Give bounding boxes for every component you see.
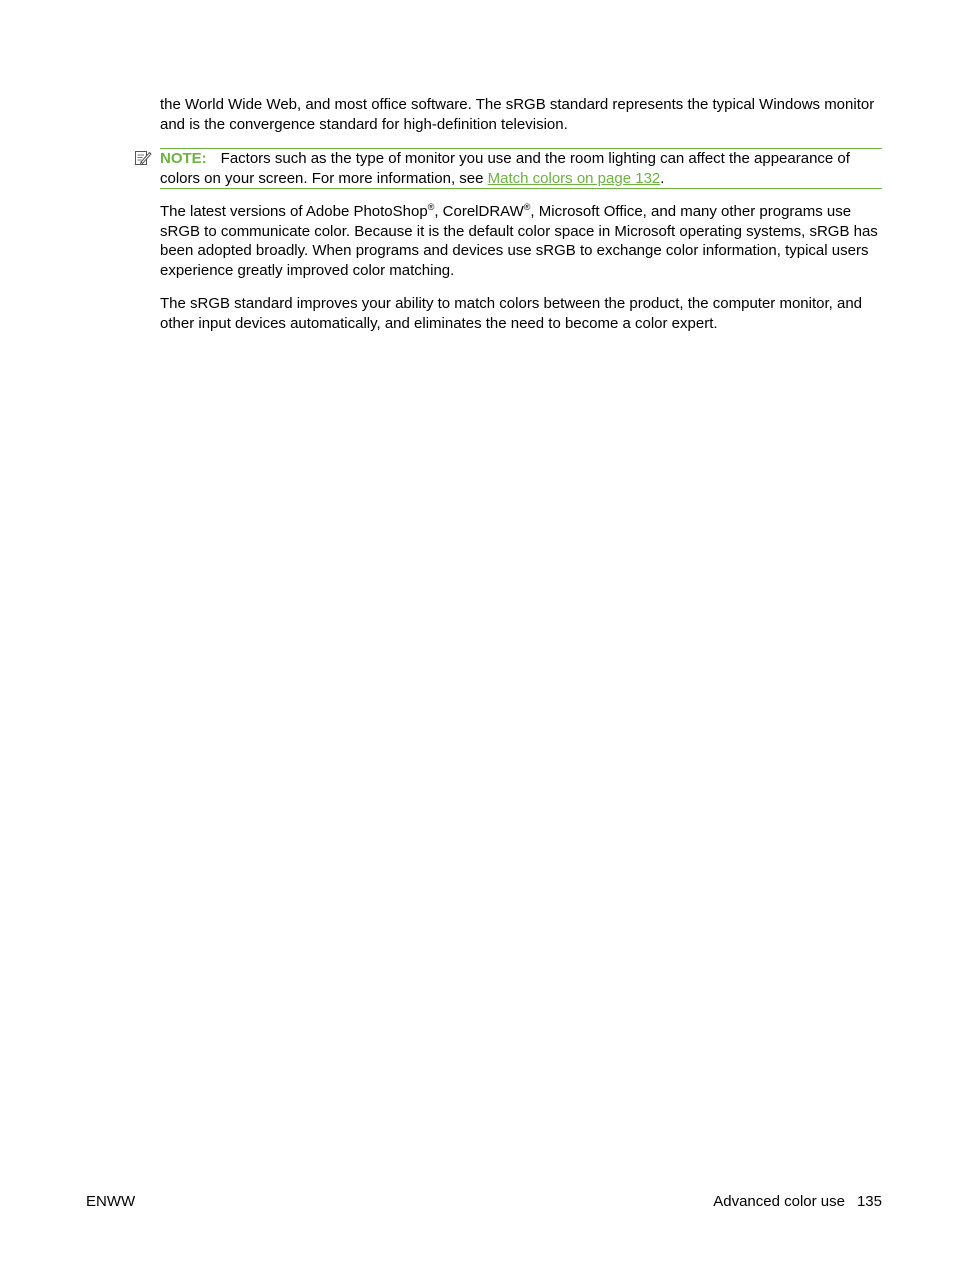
footer-left-label: ENWW <box>86 1193 136 1210</box>
match-colors-link[interactable]: Match colors on page 132 <box>487 169 661 187</box>
note-trailing-period: . <box>660 169 665 187</box>
versions-paragraph <box>160 202 882 280</box>
footer-section-title: Advanced color use <box>713 1193 845 1210</box>
intro-paragraph: the World Wide Web, and most office software. The sRGB standard represents the typical Windows monitor and is the convergence standard for high-definition television. <box>160 96 875 133</box>
note-pencil-icon <box>134 149 152 167</box>
standard-paragraph: The sRGB standard improves your ability to match colors between the product, the computer monitor, and other input devices automatically, and eliminates the need to become a color expert. <box>160 295 863 332</box>
registered-mark: ® <box>523 202 531 212</box>
note-body: Factors such as the type of monitor you use and the room lighting can affect the appearance of colors on your screen. For more information, see <box>160 150 850 187</box>
page-number: 135 <box>856 1193 882 1210</box>
footer-right <box>713 1192 882 1212</box>
versions-text-1: The latest versions of Adobe PhotoShop <box>160 203 428 220</box>
note-label: NOTE: <box>160 150 207 167</box>
versions-text-2: , CorelDRAW <box>434 203 524 220</box>
note-text <box>160 149 882 188</box>
registered-mark: ® <box>427 202 435 212</box>
versions-text-3: , Microsoft Office, and many other programs use sRGB to communicate color. Because it is the default color space in Microsoft operating systems, sRGB has been adopted broadly. When programs and devices use sRGB to exchange color information, typical users experience greatly improved color matching. <box>160 203 878 279</box>
